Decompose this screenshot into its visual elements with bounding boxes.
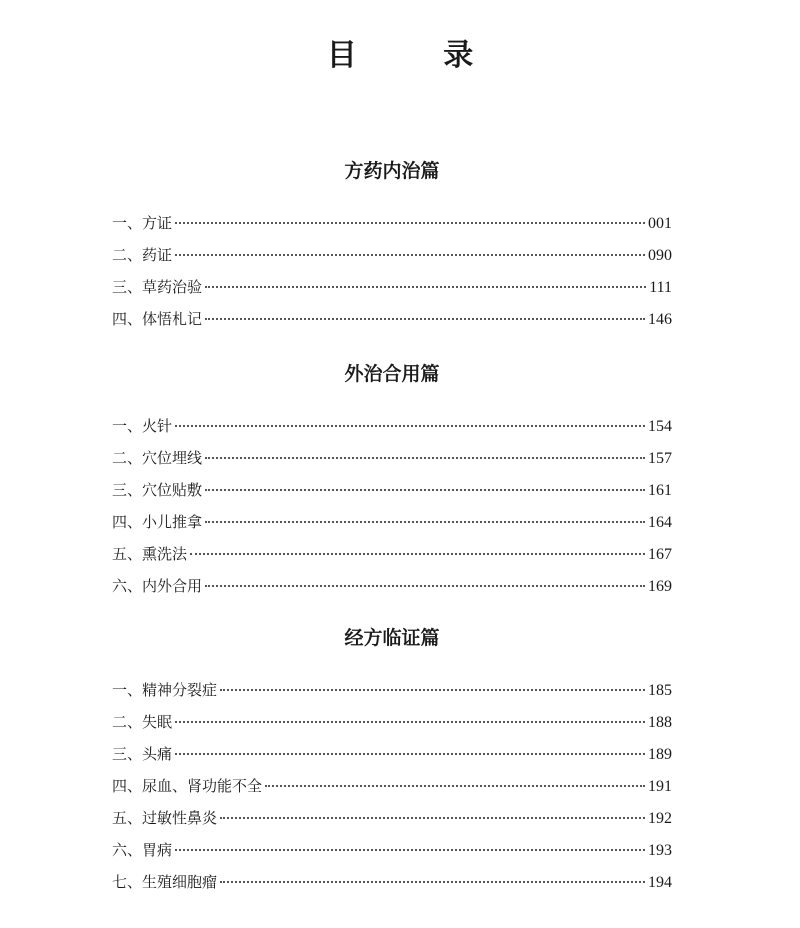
dot-leader [175,849,645,851]
entry-page-number: 192 [648,810,672,827]
entry-label: 一、方证 [112,214,173,232]
section-title: 外治合用篇 [344,363,440,385]
toc-entry[interactable] [112,834,672,866]
entry-page-number: 185 [648,682,672,699]
toc-entry[interactable] [112,410,672,442]
entry-page-number: 001 [648,215,672,232]
entry-label: 二、穴位埋线 [112,449,203,467]
entry-page-number: 161 [648,482,672,499]
toc-entry-list [112,410,672,602]
dot-leader [175,254,645,256]
toc-entry[interactable] [112,738,672,770]
toc-section [112,157,672,335]
entry-page-number: 111 [649,279,672,296]
toc-entry[interactable] [112,474,672,506]
toc-entry[interactable] [112,239,672,271]
toc-entry[interactable] [112,570,672,602]
entry-page-number: 194 [648,874,672,891]
page-title: 目 录 [326,38,512,73]
entry-page-number: 164 [648,514,672,531]
entry-page-number: 189 [648,746,672,763]
entry-label: 一、精神分裂症 [112,681,218,699]
dot-leader [175,425,645,427]
dot-leader [205,286,646,288]
entry-page-number: 146 [648,311,672,328]
entry-page-number: 188 [648,714,672,731]
toc-entry[interactable] [112,866,672,898]
dot-leader [175,753,645,755]
section-title: 经方临证篇 [344,627,440,649]
toc-entry[interactable] [112,674,672,706]
dot-leader [220,881,645,883]
entry-page-number: 090 [648,247,672,264]
entry-label: 七、生殖细胞瘤 [112,873,218,891]
entry-label: 四、小儿推拿 [112,513,203,531]
toc-entry[interactable] [112,770,672,802]
toc-entry-list [112,674,672,898]
dot-leader [190,553,645,555]
entry-label: 三、草药治验 [112,278,203,296]
entry-label: 六、内外合用 [112,577,203,595]
toc-entry[interactable] [112,303,672,335]
entry-label: 二、失眠 [112,713,173,731]
entry-page-number: 157 [648,450,672,467]
dot-leader [265,785,645,787]
dot-leader [205,318,645,320]
entry-label: 五、过敏性鼻炎 [112,809,218,827]
entry-page-number: 154 [648,418,672,435]
toc-entry[interactable] [112,802,672,834]
entry-label: 三、头痛 [112,745,173,763]
entry-label: 五、熏洗法 [112,545,188,563]
entry-label: 六、胃病 [112,841,173,859]
entry-label: 三、穴位贴敷 [112,481,203,499]
dot-leader [205,457,645,459]
dot-leader [205,521,645,523]
entry-label: 四、尿血、肾功能不全 [112,777,263,795]
dot-leader [205,585,645,587]
toc-entry[interactable] [112,706,672,738]
entry-page-number: 169 [648,578,672,595]
toc-section [112,624,672,898]
dot-leader [175,721,645,723]
entry-page-number: 167 [648,546,672,563]
entry-label: 四、体悟札记 [112,310,203,328]
entry-page-number: 191 [648,778,672,795]
entry-page-number: 193 [648,842,672,859]
dot-leader [220,817,645,819]
dot-leader [175,222,645,224]
toc-entry[interactable] [112,506,672,538]
entry-label: 一、火针 [112,417,173,435]
toc-entry[interactable] [112,538,672,570]
dot-leader [205,489,645,491]
toc-entry[interactable] [112,271,672,303]
toc-entry[interactable] [112,207,672,239]
entry-label: 二、药证 [112,246,173,264]
toc-section [112,360,672,602]
dot-leader [220,689,645,691]
toc-entry-list [112,207,672,335]
section-title: 方药内治篇 [344,160,440,182]
toc-entry[interactable] [112,442,672,474]
